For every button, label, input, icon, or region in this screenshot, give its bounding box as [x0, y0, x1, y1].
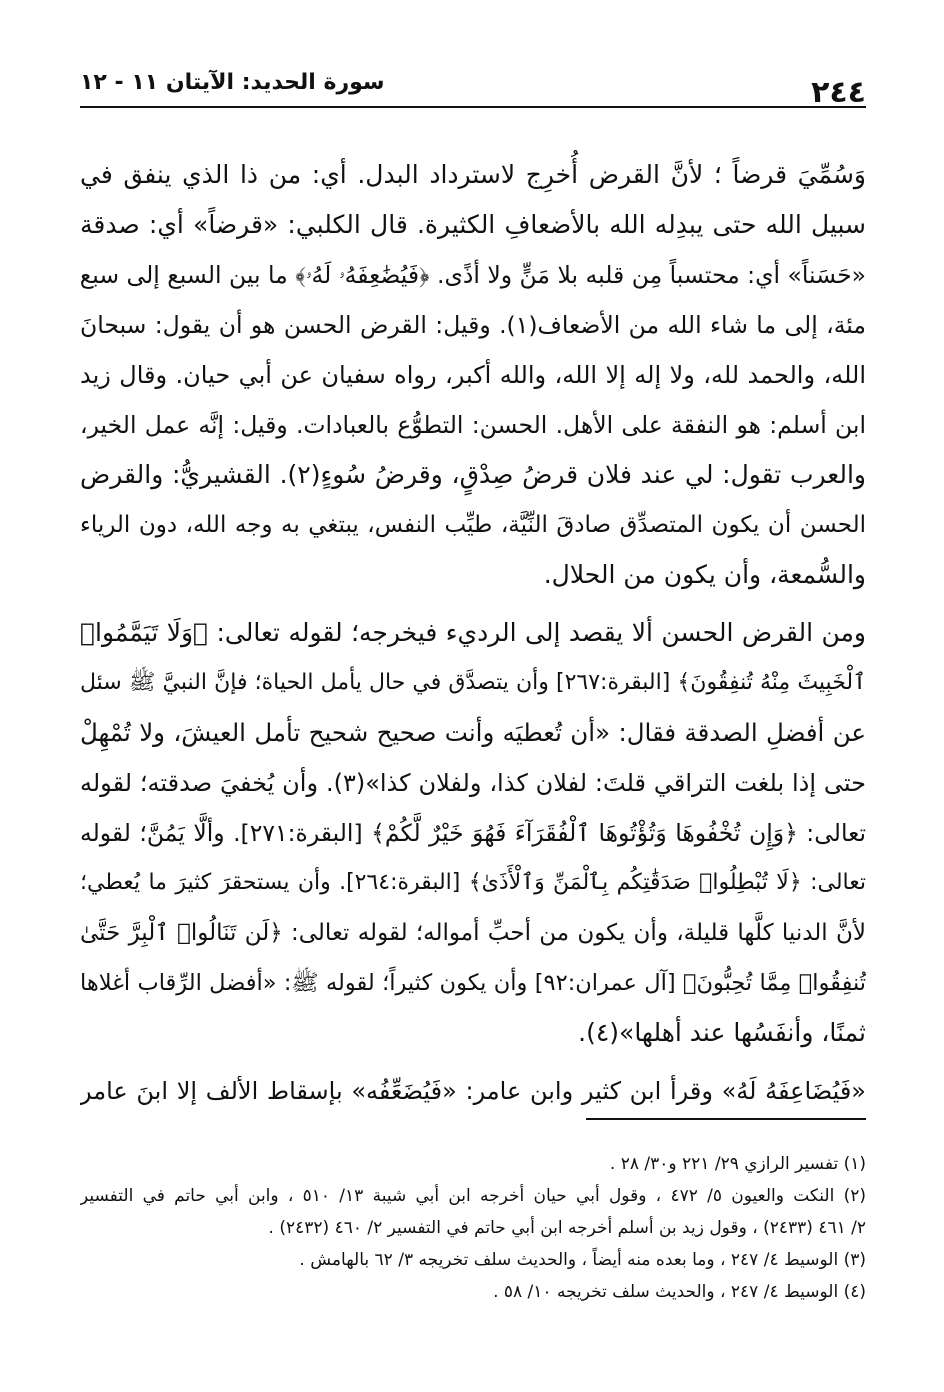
footnote: (٤) الوسيط ٤/ ٢٤٧ ، والحديث سلف تخريجه ١٠/ ٥٨ .	[493, 1282, 866, 1302]
body-line: تُنفِقُوا۟ مِمَّا تُحِبُّونَ﴾ [آل عمران:٩٢] وأن يكون كثيراً؛ لقوله ﷺ: «أفضل الرِّقاب أغلاها	[80, 970, 866, 996]
body-line: «فَيُضَاعِفَهُ لَهُ» وقرأ ابن كثير وابن عامر: «فَيُضَعِّفُه» بإسقاط الألف إلا ابنَ عامر	[80, 1077, 866, 1105]
body-line: والعرب تقول: لي عند فلان قرضُ صِدْقٍ، وقرضُ سُوءٍ(٢). القشيريُّ: والقرض	[80, 460, 866, 489]
page-number: ٢٤٤	[811, 75, 866, 110]
header-rule	[80, 106, 866, 108]
body-line: «حَسَناً» أي: محتسباً مِن قلبه بلا مَنٍّ ولا أذًى. ﴿فَيُضَٰعِفَهُۥ لَهُۥ﴾ ما بين السبع إلى سبع	[80, 261, 866, 289]
footnote: (١) تفسير الرازي ٢٩/ ٢٢١ و٣٠/ ٢٨ .	[609, 1154, 866, 1174]
body-line: وَسُمِّيَ قرضاً ؛ لأنَّ القرض أُخرِج لاسترداد البدل. أي: من ذا الذي ينفق في	[80, 160, 866, 189]
body-line: ومن القرض الحسن ألا يقصد إلى الرديء فيخرجه؛ لقوله تعالى: ﴿وَلَا تَيَمَّمُوا۟	[80, 618, 866, 647]
footnote: (٣) الوسيط ٤/ ٢٤٧ ، وما بعده منه أيضاً ، والحديث سلف تخريجه ٣/ ٦٢ بالهامش .	[299, 1250, 866, 1270]
body-line: سبيل الله حتى يبدِله الله بالأضعافِ الكثيرة. قال الكلبي: «قرضاً» أي: صدقة	[80, 210, 866, 239]
body-text	[80, 150, 866, 1116]
body-line: الله، والحمد لله، ولا إله إلا الله، والله أكبر، رواه سفيان عن أبي حيان. وقال زيد	[80, 361, 866, 389]
body-line: الحسن أن يكون المتصدِّق صادقَ النِّيَّة، طيِّب النفس، يبتغي به وجه الله، دون الرياء	[80, 512, 866, 538]
body-line: عن أفضلِ الصدقة فقال: «أن تُعطيَه وأنت صحيح شحيح تأمل العيشَ، ولا تُمْهِلْ	[80, 718, 866, 747]
footnote-rule	[586, 1118, 866, 1120]
body-line: ابن أسلم: هو النفقة على الأهل. الحسن: التطوُّع بالعبادات. وقيل: إنَّه عمل الخير،	[80, 411, 866, 439]
page-header	[80, 66, 866, 110]
body-line: ٱلْخَبِيثَ مِنْهُ تُنفِقُونَ﴾ [البقرة:٢٦٧] وأن يتصدَّق في حال يأمل الحياة؛ فإنَّ النبيَّ ﷺ سئل	[80, 670, 866, 695]
footnotes	[80, 1148, 866, 1308]
body-line: والسُّمعة، وأن يكون من الحلال.	[543, 560, 866, 589]
body-line: تعالى: ﴿لَا تُبْطِلُوا۟ صَدَقَٰتِكُم بِٱلْمَنِّ وَٱلْأَذَىٰ﴾ [البقرة:٢٦٤]. وأن يستحقرَ كثيرَ ما يُعطي؛	[80, 870, 866, 895]
body-line: لأنَّ الدنيا كلَّها قليلة، وأن يكون من أحبِّ أمواله؛ لقوله تعالى: ﴿لَن تَنَالُوا۟ ٱلْبِرَّ حَتَّىٰ	[80, 920, 866, 946]
footnote-continuation: ٢/ ٤٦١ (٢٤٣٣) ، وقول زيد بن أسلم أخرجه ابن أبي حاتم في التفسير ٢/ ٤٦٠ (٢٤٣٢) .	[268, 1218, 866, 1238]
footnote: (٢) النكت والعيون ٥/ ٤٧٢ ، وقول أبي حيان أخرجه ابن أبي شيبة ١٣/ ٥١٠ ، وابن أبي حاتم في التفسير	[80, 1186, 866, 1206]
body-line: تعالى: ﴿وَإِن تُخْفُوهَا وَتُؤْتُوهَا ٱلْفُقَرَآءَ فَهُوَ خَيْرٌ لَّكُمْ﴾ [البقرة:٢٧١]. وألَّا يَمُنَّ؛ لقوله	[80, 819, 866, 847]
body-line: ثمنًا، وأنفَسُها عند أهلها»(٤).	[578, 1018, 866, 1047]
body-line: مئة، إلى ما شاء الله من الأضعاف(١). وقيل: القرض الحسن هو أن يقول: سبحانَ	[80, 311, 866, 339]
body-line: حتى إذا بلغت التراقي قلتَ: لفلان كذا، ولفلان كذا»(٣). وأن يُخفيَ صدقته؛ لقوله	[80, 769, 866, 797]
running-title: سورة الحديد: الآيتان ١١ - ١٢	[80, 70, 385, 95]
